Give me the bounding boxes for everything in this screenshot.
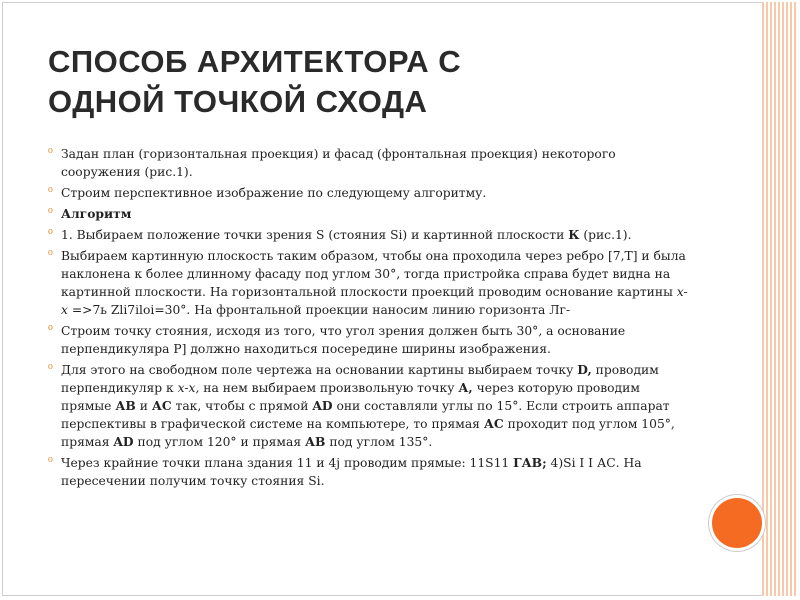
list-item: ⁰ Через крайние точки плана здания 11 и 4j проводим прямые: 11S11 ГАВ; 4)Si I I АС. На пересечении получим точку стояния Si. bbox=[48, 455, 642, 488]
bullet-icon: ⁰ bbox=[48, 455, 53, 469]
list-item: ⁰ Для этого на свободном поле чертежа на основании картины выбираем точку D, проводим перпендикуляр к x-x, на нем выбираем произвольную точку А, через которую проводим прямые АВ и АС так, чтобы с прямой AD они составляли углы по 15°. Если строить аппарат перспективы в графической системе на компьютере, то прямая АС проходит под углом 105°, прямая AD под углом 120° и прямая АВ под углом 135°. bbox=[48, 362, 675, 449]
list-item bbox=[48, 205, 688, 223]
bullet-icon: ⁰ bbox=[48, 227, 53, 241]
bullet-icon: ⁰ bbox=[48, 206, 53, 220]
decorative-stripes bbox=[762, 2, 798, 596]
list-item: ⁰ Строим точку стояния, исходя из того, что угол зрения должен быть 30°, а основание перпендикуляра Р] должно находиться посередине ширины изображения. bbox=[48, 323, 626, 356]
bullet-icon: ⁰ bbox=[48, 248, 53, 262]
list-item: ⁰ Строим перспективное изображение по следующему алгоритму. bbox=[48, 185, 487, 200]
bullet-icon: ⁰ bbox=[48, 323, 53, 337]
slide-title bbox=[48, 42, 688, 122]
list-item: ⁰ Задан план (горизонтальная проекция) и фасад (фронтальная проекция) некоторого сооружения (рис.1). bbox=[48, 146, 616, 179]
bullet-icon: ⁰ bbox=[48, 362, 53, 376]
title-line-1: СПОСОБ АРХИТЕКТОРА С bbox=[48, 44, 462, 79]
slide-content bbox=[48, 145, 688, 493]
title-line-2: ОДНОЙ ТОЧКОЙ СХОДА bbox=[48, 84, 428, 119]
list-item: ⁰ Выбираем картинную плоскость таким образом, чтобы она проходила через ребро [7,T] и была наклонена к более длинному фасаду под углом 30°, тогда пристройка справа будет видна на картинной плоскости. На горизонтальной плоскости проекций проводим основание картины x-x =>7ь Zli7iloi=30°. На фронтальной проекции наносим линию горизонта Лг- bbox=[48, 248, 688, 317]
list-item: ⁰ 1. Выбираем положение точки зрения S (стояния Si) и картинной плоскости К (рис.1). bbox=[48, 227, 632, 242]
bullet-icon: ⁰ bbox=[48, 185, 53, 199]
algorithm-heading: Алгоритм bbox=[61, 206, 132, 221]
bullet-icon: ⁰ bbox=[48, 146, 53, 160]
decorative-circle bbox=[712, 498, 762, 548]
